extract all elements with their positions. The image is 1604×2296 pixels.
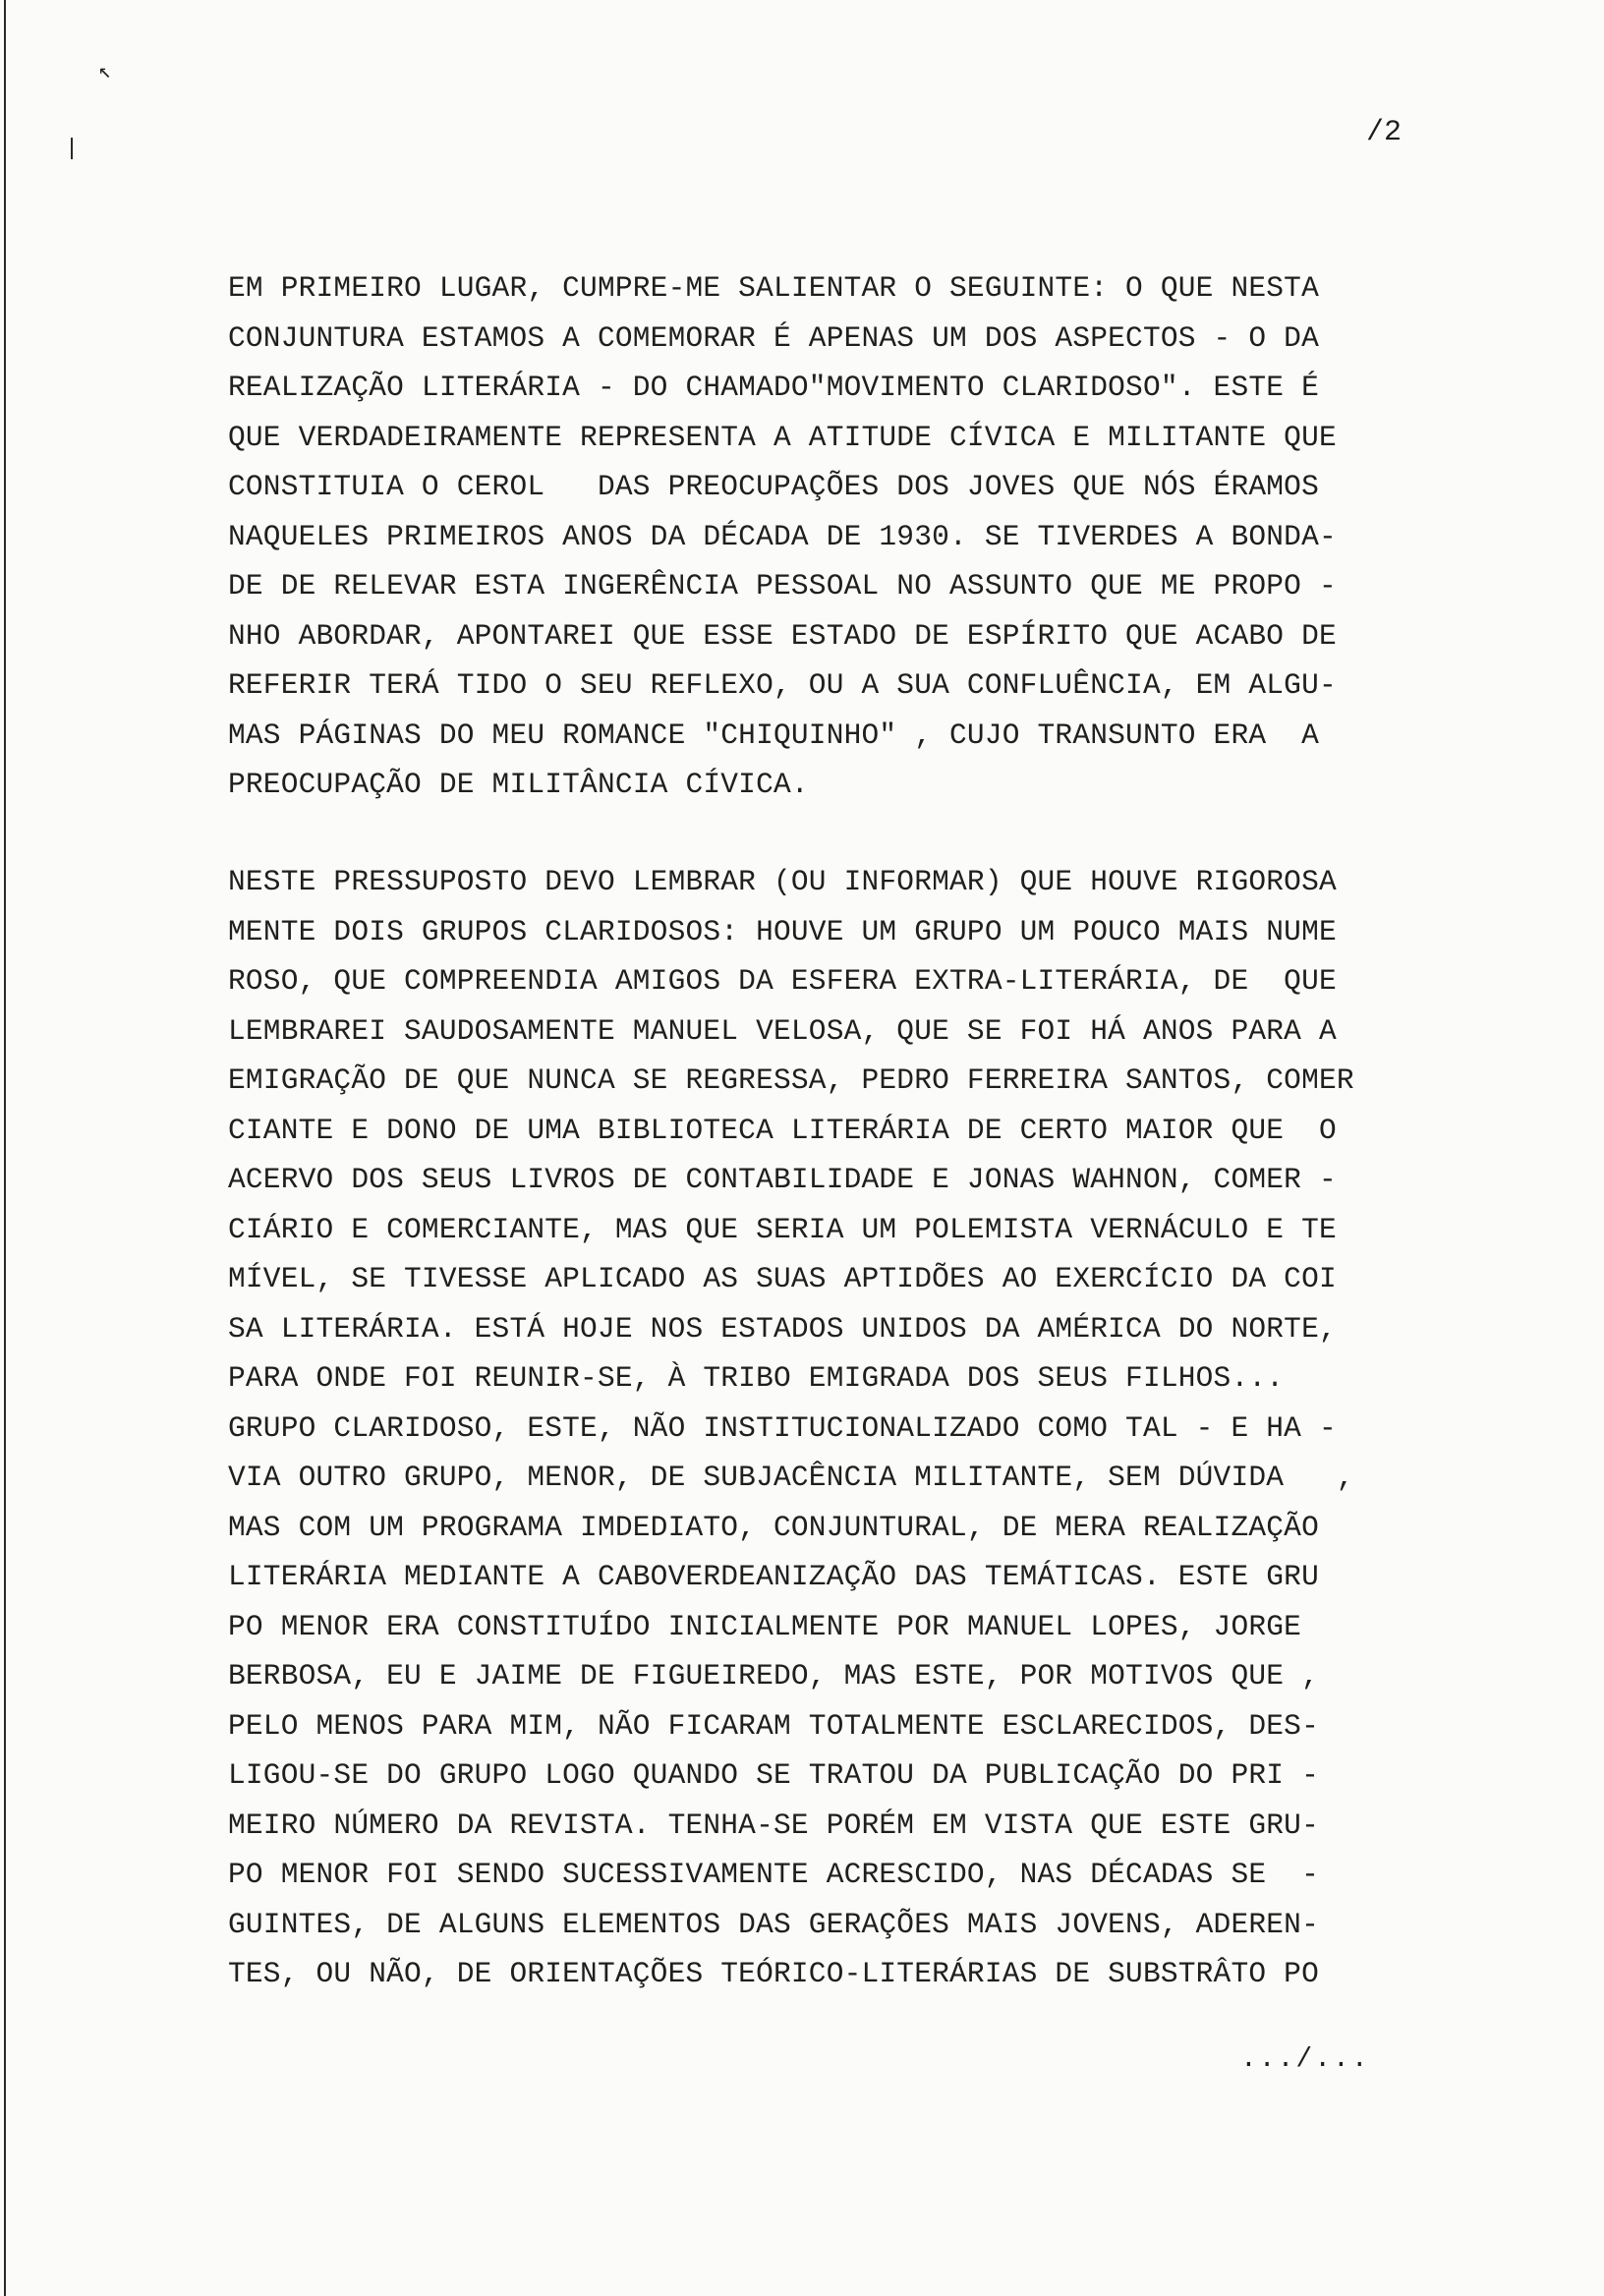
text-line: QUE VERDADEIRAMENTE REPRESENTA A ATITUDE CÍVICA E MILITANTE QUE (228, 420, 1337, 454)
paragraph-2 (228, 857, 1466, 1999)
text-line: PREOCUPAÇÃO DE MILITÂNCIA CÍVICA. (228, 768, 809, 801)
corner-mark: ↖ (98, 59, 112, 84)
text-line: NAQUELES PRIMEIROS ANOS DA DÉCADA DE 1930. SE TIVERDES A BONDA- (228, 519, 1337, 553)
text-line: MÍVEL, SE TIVESSE APLICADO AS SUAS APTIDÕES AO EXERCÍCIO DA COI (228, 1262, 1337, 1295)
text-line: PO MENOR ERA CONSTITUÍDO INICIALMENTE POR MANUEL LOPES, JORGE (228, 1609, 1302, 1643)
text-line: CONSTITUIA O CEROL DAS PREOCUPAÇÕES DOS JOVES QUE NÓS ÉRAMOS (228, 470, 1319, 503)
text-line: GUINTES, DE ALGUNS ELEMENTOS DAS GERAÇÕES MAIS JOVENS, ADEREN- (228, 1907, 1319, 1941)
text-line: NHO ABORDAR, APONTAREI QUE ESSE ESTADO DE ESPÍRITO QUE ACABO DE (228, 618, 1337, 653)
page-number: /2 (1366, 116, 1403, 149)
text-line: GRUPO CLARIDOSO, ESTE, NÃO INSTITUCIONALIZADO COMO TAL - E HA - (228, 1410, 1337, 1445)
text-line: REFERIR TERÁ TIDO O SEU REFLEXO, OU A SUA CONFLUÊNCIA, EM ALGU- (228, 668, 1337, 702)
text-line: DE DE RELEVAR ESTA INGERÊNCIA PESSOAL NO ASSUNTO QUE ME PROPO - (228, 569, 1337, 603)
text-line: LEMBRAREI SAUDOSAMENTE MANUEL VELOSA, QUE SE FOI HÁ ANOS PARA A (228, 1013, 1337, 1048)
text-line: REALIZAÇÃO LITERÁRIA - DO CHAMADO"MOVIMENTO CLARIDOSO". ESTE É (228, 371, 1319, 404)
text-line: MAS PÁGINAS DO MEU ROMANCE "CHIQUINHO" , CUJO TRANSUNTO ERA A (228, 718, 1319, 752)
text-line: EMIGRAÇÃO DE QUE NUNCA SE REGRESSA, PEDRO FERREIRA SANTOS, COMER (228, 1063, 1354, 1097)
text-line: CIÁRIO E COMERCIANTE, MAS QUE SERIA UM POLEMISTA VERNÁCULO E TE (228, 1212, 1337, 1246)
text-line: PELO MENOS PARA MIM, NÃO FICARAM TOTALMENTE ESCLARECIDOS, DES- (228, 1708, 1319, 1743)
text-line: LITERÁRIA MEDIANTE A CABOVERDEANIZAÇÃO DAS TEMÁTICAS. ESTE GRU (228, 1560, 1319, 1593)
text-line: TES, OU NÃO, DE ORIENTAÇÕES TEÓRICO-LITERÁRIAS DE SUBSTRÂTO PO (228, 1957, 1319, 1990)
text-line: MAS COM UM PROGRAMA IMDEDIATO, CONJUNTURAL, DE MERA REALIZAÇÃO (228, 1510, 1319, 1544)
scan-edge-line (4, 0, 6, 2296)
text-line: MEIRO NÚMERO DA REVISTA. TENHA-SE PORÉM EM VISTA QUE ESTE GRU- (228, 1808, 1319, 1842)
text-line: CIANTE E DONO DE UMA BIBLIOTECA LITERÁRIA DE CERTO MAIOR QUE O (228, 1113, 1337, 1147)
text-line: CONJUNTURA ESTAMOS A COMEMORAR É APENAS UM DOS ASPECTOS - O DA (228, 320, 1319, 355)
text-line: ROSO, QUE COMPREENDIA AMIGOS DA ESFERA EXTRA-LITERÁRIA, DE QUE (228, 964, 1337, 998)
text-line: MENTE DOIS GRUPOS CLARIDOSOS: HOUVE UM GRUPO UM POUCO MAIS NUME (228, 914, 1337, 948)
continuation-mark: .../... (1240, 2044, 1370, 2075)
text-line: NESTE PRESSUPOSTO DEVO LEMBRAR (OU INFORMAR) QUE HOUVE RIGOROSA (228, 865, 1337, 898)
text-line: VIA OUTRO GRUPO, MENOR, DE SUBJACÊNCIA MILITANTE, SEM DÚVIDA , (228, 1461, 1354, 1494)
text-line: PARA ONDE FOI REUNIR-SE, À TRIBO EMIGRADA DOS SEUS FILHOS... (228, 1361, 1285, 1395)
text-line: EM PRIMEIRO LUGAR, CUMPRE-ME SALIENTAR O SEGUINTE: O QUE NESTA (228, 271, 1319, 305)
paragraph-1 (228, 263, 1466, 810)
text-line: LIGOU-SE DO GRUPO LOGO QUANDO SE TRATOU DA PUBLICAÇÃO DO PRI - (228, 1758, 1319, 1792)
text-line: BERBOSA, EU E JAIME DE FIGUEIREDO, MAS ESTE, POR MOTIVOS QUE , (228, 1659, 1319, 1693)
text-line: ACERVO DOS SEUS LIVROS DE CONTABILIDADE E JONAS WAHNON, COMER - (228, 1163, 1337, 1196)
text-line: PO MENOR FOI SENDO SUCESSIVAMENTE ACRESCIDO, NAS DÉCADAS SE - (228, 1858, 1319, 1891)
text-line: SA LITERÁRIA. ESTÁ HOJE NOS ESTADOS UNIDOS DA AMÉRICA DO NORTE, (228, 1311, 1337, 1346)
margin-tick-mark (71, 138, 73, 159)
